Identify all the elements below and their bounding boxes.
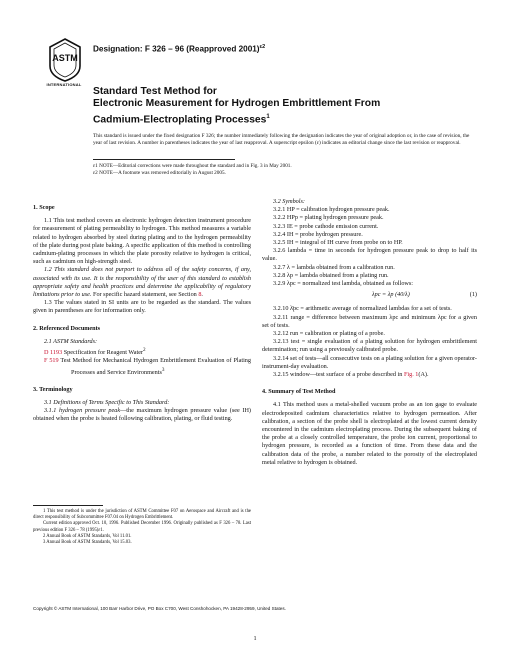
symbol-item: 3.2.5 IH = integral of IH curve from probe on to HP. (273, 239, 403, 247)
reference-link-f519[interactable]: F 519 (44, 357, 59, 365)
symbol-item: 3.2.1 HP = calibration hydrogen pressure peak. (273, 206, 390, 214)
reference-item: D 1193 Specification for Reagent Water$^2$ (44, 347, 146, 357)
document-title: Standard Test Method for Electronic Measurement for Hydrogen Embrittlement From Cadmium-Electroplating Processes$^1$ (93, 86, 381, 126)
footnote: 3 Annual Book of ASTM Standards, Vol 15.03. (43, 540, 132, 546)
symbol-item: 3.2.4 IH = probe hydrogen pressure. (273, 230, 363, 238)
footnote-divider (33, 505, 103, 506)
section-8-link[interactable]: 8 (198, 291, 202, 299)
symbol-item: 3.2.9 λpc = normalized test lambda, obtained as follows: (273, 280, 414, 288)
reference-link-d1193[interactable]: D 1193 (44, 349, 63, 357)
section-heading-scope: 1. Scope (33, 204, 55, 211)
footnote: 2 Annual Book of ASTM Standards, Vol 11.01. (43, 533, 132, 539)
right-column (262, 200, 477, 467)
footnotes (33, 509, 251, 546)
symbol-item: 3.2.10 λ̄pc = arithmetic average of normalized lambdas for a set of tests. (273, 305, 452, 313)
section-heading-summary: 4. Summary of Test Method (262, 388, 336, 396)
symbol-item: 3.2.6 lambda = time in seconds for hydrogen pressure peak to drop to half its value. (262, 247, 477, 263)
symbol-item: 3.2.2 HPp = plating hydrogen pressure peak. (273, 214, 384, 222)
header-divider (93, 159, 235, 160)
symbol-item: 3.2.12 run = calibration or plating of a probe. (273, 330, 385, 338)
left-column (33, 200, 251, 424)
figure-1-link[interactable]: Fig. 1 (403, 371, 419, 379)
astm-standards-subheading: 2.1 ASTM Standards: (44, 337, 98, 345)
astm-logo-icon (48, 38, 82, 82)
symbol-item: 3.2.3 IE = probe cathode emission current. (273, 222, 379, 230)
symbol-item: 3.2.7 λ = lambda obtained from a calibration run. (273, 263, 395, 271)
section-heading-terminology: 3. Terminology (33, 385, 73, 393)
symbol-item: 3.2.15 window—test surface of a probe described in Fig. 1(A). (273, 371, 429, 379)
svg-text:ASTM: ASTM (52, 53, 78, 63)
symbols-subheading: 3.2 Symbols: (273, 198, 305, 205)
reference-item: F 519 Test Method for Mechanical Hydrogen Embrittlement Evaluation of Plating Processes and Service Environments$^3$ (44, 357, 251, 376)
symbol-item: 3.2.8 λp = lambda obtained from a plating run. (273, 271, 389, 279)
symbol-item: 3.2.11 range = difference between maximum λpc and minimum λpc for a given set of tests. (262, 313, 477, 329)
paragraph-1-2: 1.2 This standard does not purport to address all of the safety concerns, if any, associated with its use. It is the responsibility of the user of this standard to establish appropriate safety and health practices and determine the applicability of regulatory limitations prior to use. For specific hazard statement, see Section 8. (33, 266, 251, 299)
definitions-subheading: 3.1 Definitions of Terms Specific to This Standard: (44, 398, 170, 406)
equation-1: λpc = λp (40/λ) (1) (371, 291, 477, 299)
footnote: Current edition approved Oct. 10, 1996. Published December 1996. Originally published as F 326 – 78. Last previous edition F 326 – 78 (1995)ε1. (33, 521, 251, 533)
definition-3-1-1: 3.1.1 hydrogen pressure peak—the maximum hydrogen pressure value (see IH) obtained when the probe is heated following calibration, plating, or fluid testing. (33, 407, 251, 423)
edit-notes: ε1 NOTE—Editorial corrections were made throughout the standard and in Fig. 3 in May 2001. ε2 NOTE—A footnote was removed editorially in August 2005. (93, 163, 292, 176)
issued-note: This standard is issued under the fixed designation F 326; the number immediately following the designation indicates the year of original adoption or, in the case of revision, the year of last revision. A number in parentheses indicates the year of last reapproval. A superscript epsilon (ε) indicates an editorial change since the last revision or reapproval. (93, 133, 470, 146)
footnote: 1 This test method is under the jurisdiction of ASTM Committee F07 on Aerospace and Aircraft and is the direct responsibility of Subcommittee F07.04 on Hydrogen Embrittlement. (33, 509, 251, 521)
copyright-line: Copyright © ASTM International, 100 Barr Harbor Drive, PO Box C700, West Conshohocken, PA 19428-2959, United States. (33, 606, 286, 611)
paragraph-4-1: 4.1 This method uses a metal-shelled vacuum probe as an ion gage to evaluate electrodeposited cadmium characteristics relative to hydrogen permeation. After calibration, a section of the probe shell is electroplated at the lowest current density encountered in the cadmium electroplating process. During the subsequent baking of the probe at a closely controlled temperature, the probe ion current, proportional to hydrogen pressure, is recorded as a function of time. From these data and the calibration data of the probe, a number related to the porosity of the electroplated metal relative to hydrogen is obtained. (262, 401, 477, 466)
logo-caption: INTERNATIONAL (46, 82, 82, 87)
designation: Designation: F 326 – 96 (Reapproved 2001)$^{\varepsilon 2}$ (93, 44, 266, 54)
page-number: 1 (253, 635, 257, 642)
paragraph-1-1: 1.1 This test method covers an electronic hydrogen detection instrument procedure for measurement of plating permeability to hydrogen. This method measures a variable related to hydrogen absorbed by steel during plating and to the hydrogen permeability of the plate during post plate baking. A specific application of this method is controlling cadmium-plating processes in which the plate porosity relative to hydrogen is critical, such as cadmium on high-strength steel. (33, 217, 251, 266)
symbol-item: 3.2.13 test = single evaluation of a plating solution for hydrogen embrittlement determination; run using a previously calibrated probe. (262, 338, 477, 354)
symbol-item: 3.2.14 set of tests—all consecutive tests on a plating solution for a given operator-instrument-day evaluation. (262, 354, 477, 370)
section-heading-references: 2. Referenced Documents (33, 324, 101, 332)
paragraph-1-3: 1.3 The values stated in SI units are to be regarded as the standard. The values given in parentheses are for information only. (33, 299, 251, 315)
